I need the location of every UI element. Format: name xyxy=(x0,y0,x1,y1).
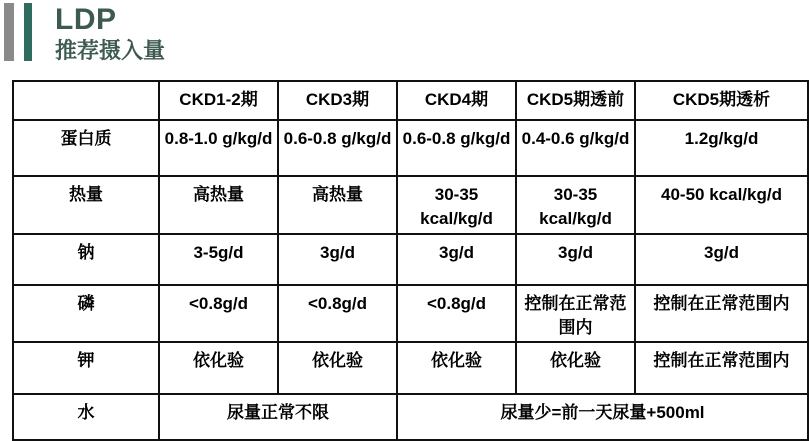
table-cell: 0.4-0.6 g/kg/d xyxy=(516,120,635,176)
table-cell: 30-35 kcal/kg/d xyxy=(397,176,516,234)
row-label-sodium: 钠 xyxy=(13,234,159,285)
header-cell-ckd5-dialysis: CKD5期透析 xyxy=(635,81,808,120)
row-label-potassium: 钾 xyxy=(13,342,159,394)
header-cell-ckd4: CKD4期 xyxy=(397,81,516,120)
accent-bar-gray xyxy=(4,3,14,61)
table-header-row xyxy=(13,81,808,120)
table-cell: 3g/d xyxy=(397,234,516,285)
table-row-water xyxy=(13,394,808,440)
header-cell-ckd1-2: CKD1-2期 xyxy=(159,81,278,120)
table-row-potassium xyxy=(13,342,808,394)
table-row-sodium xyxy=(13,234,808,285)
table-cell: <0.8g/d xyxy=(397,285,516,342)
table-cell: 0.6-0.8 g/kg/d xyxy=(278,120,397,176)
table-cell: <0.8g/d xyxy=(278,285,397,342)
table-cell: 依化验 xyxy=(278,342,397,394)
table-cell: 尿量正常不限 xyxy=(159,394,397,440)
page-subtitle: 推荐摄入量 xyxy=(55,38,166,63)
table-cell: 控制在正常范围内 xyxy=(635,342,808,394)
table-cell: 0.8-1.0 g/kg/d xyxy=(159,120,278,176)
table-cell: 3-5g/d xyxy=(159,234,278,285)
table-cell: 高热量 xyxy=(278,176,397,234)
table-cell: 3g/d xyxy=(278,234,397,285)
row-label-phosphorus: 磷 xyxy=(13,285,159,342)
table-cell: 3g/d xyxy=(516,234,635,285)
table-cell: 30-35 kcal/kg/d xyxy=(516,176,635,234)
header-cell-empty xyxy=(13,81,159,120)
row-label-energy: 热量 xyxy=(13,176,159,234)
table-cell: 高热量 xyxy=(159,176,278,234)
table-cell: 控制在正常范围内 xyxy=(516,285,635,342)
table-cell: 尿量少=前一天尿量+500ml xyxy=(397,394,808,440)
header-cell-ckd3: CKD3期 xyxy=(278,81,397,120)
table-cell: 依化验 xyxy=(516,342,635,394)
table-cell: 0.6-0.8 g/kg/d xyxy=(397,120,516,176)
row-label-protein: 蛋白质 xyxy=(13,120,159,176)
row-label-water: 水 xyxy=(13,394,159,440)
table-cell: <0.8g/d xyxy=(159,285,278,342)
table-cell: 1.2g/kg/d xyxy=(635,120,808,176)
table-cell: 依化验 xyxy=(397,342,516,394)
table-row-protein xyxy=(13,120,808,176)
page-title: LDP xyxy=(55,3,117,36)
intake-table xyxy=(12,80,809,441)
table-cell: 3g/d xyxy=(635,234,808,285)
accent-bar-green xyxy=(24,3,32,61)
table-cell: 控制在正常范围内 xyxy=(635,285,808,342)
table-row-energy xyxy=(13,176,808,234)
table-cell: 40-50 kcal/kg/d xyxy=(635,176,808,234)
header-cell-ckd5-pre: CKD5期透前 xyxy=(516,81,635,120)
table-cell: 依化验 xyxy=(159,342,278,394)
table-row-phosphorus xyxy=(13,285,808,342)
